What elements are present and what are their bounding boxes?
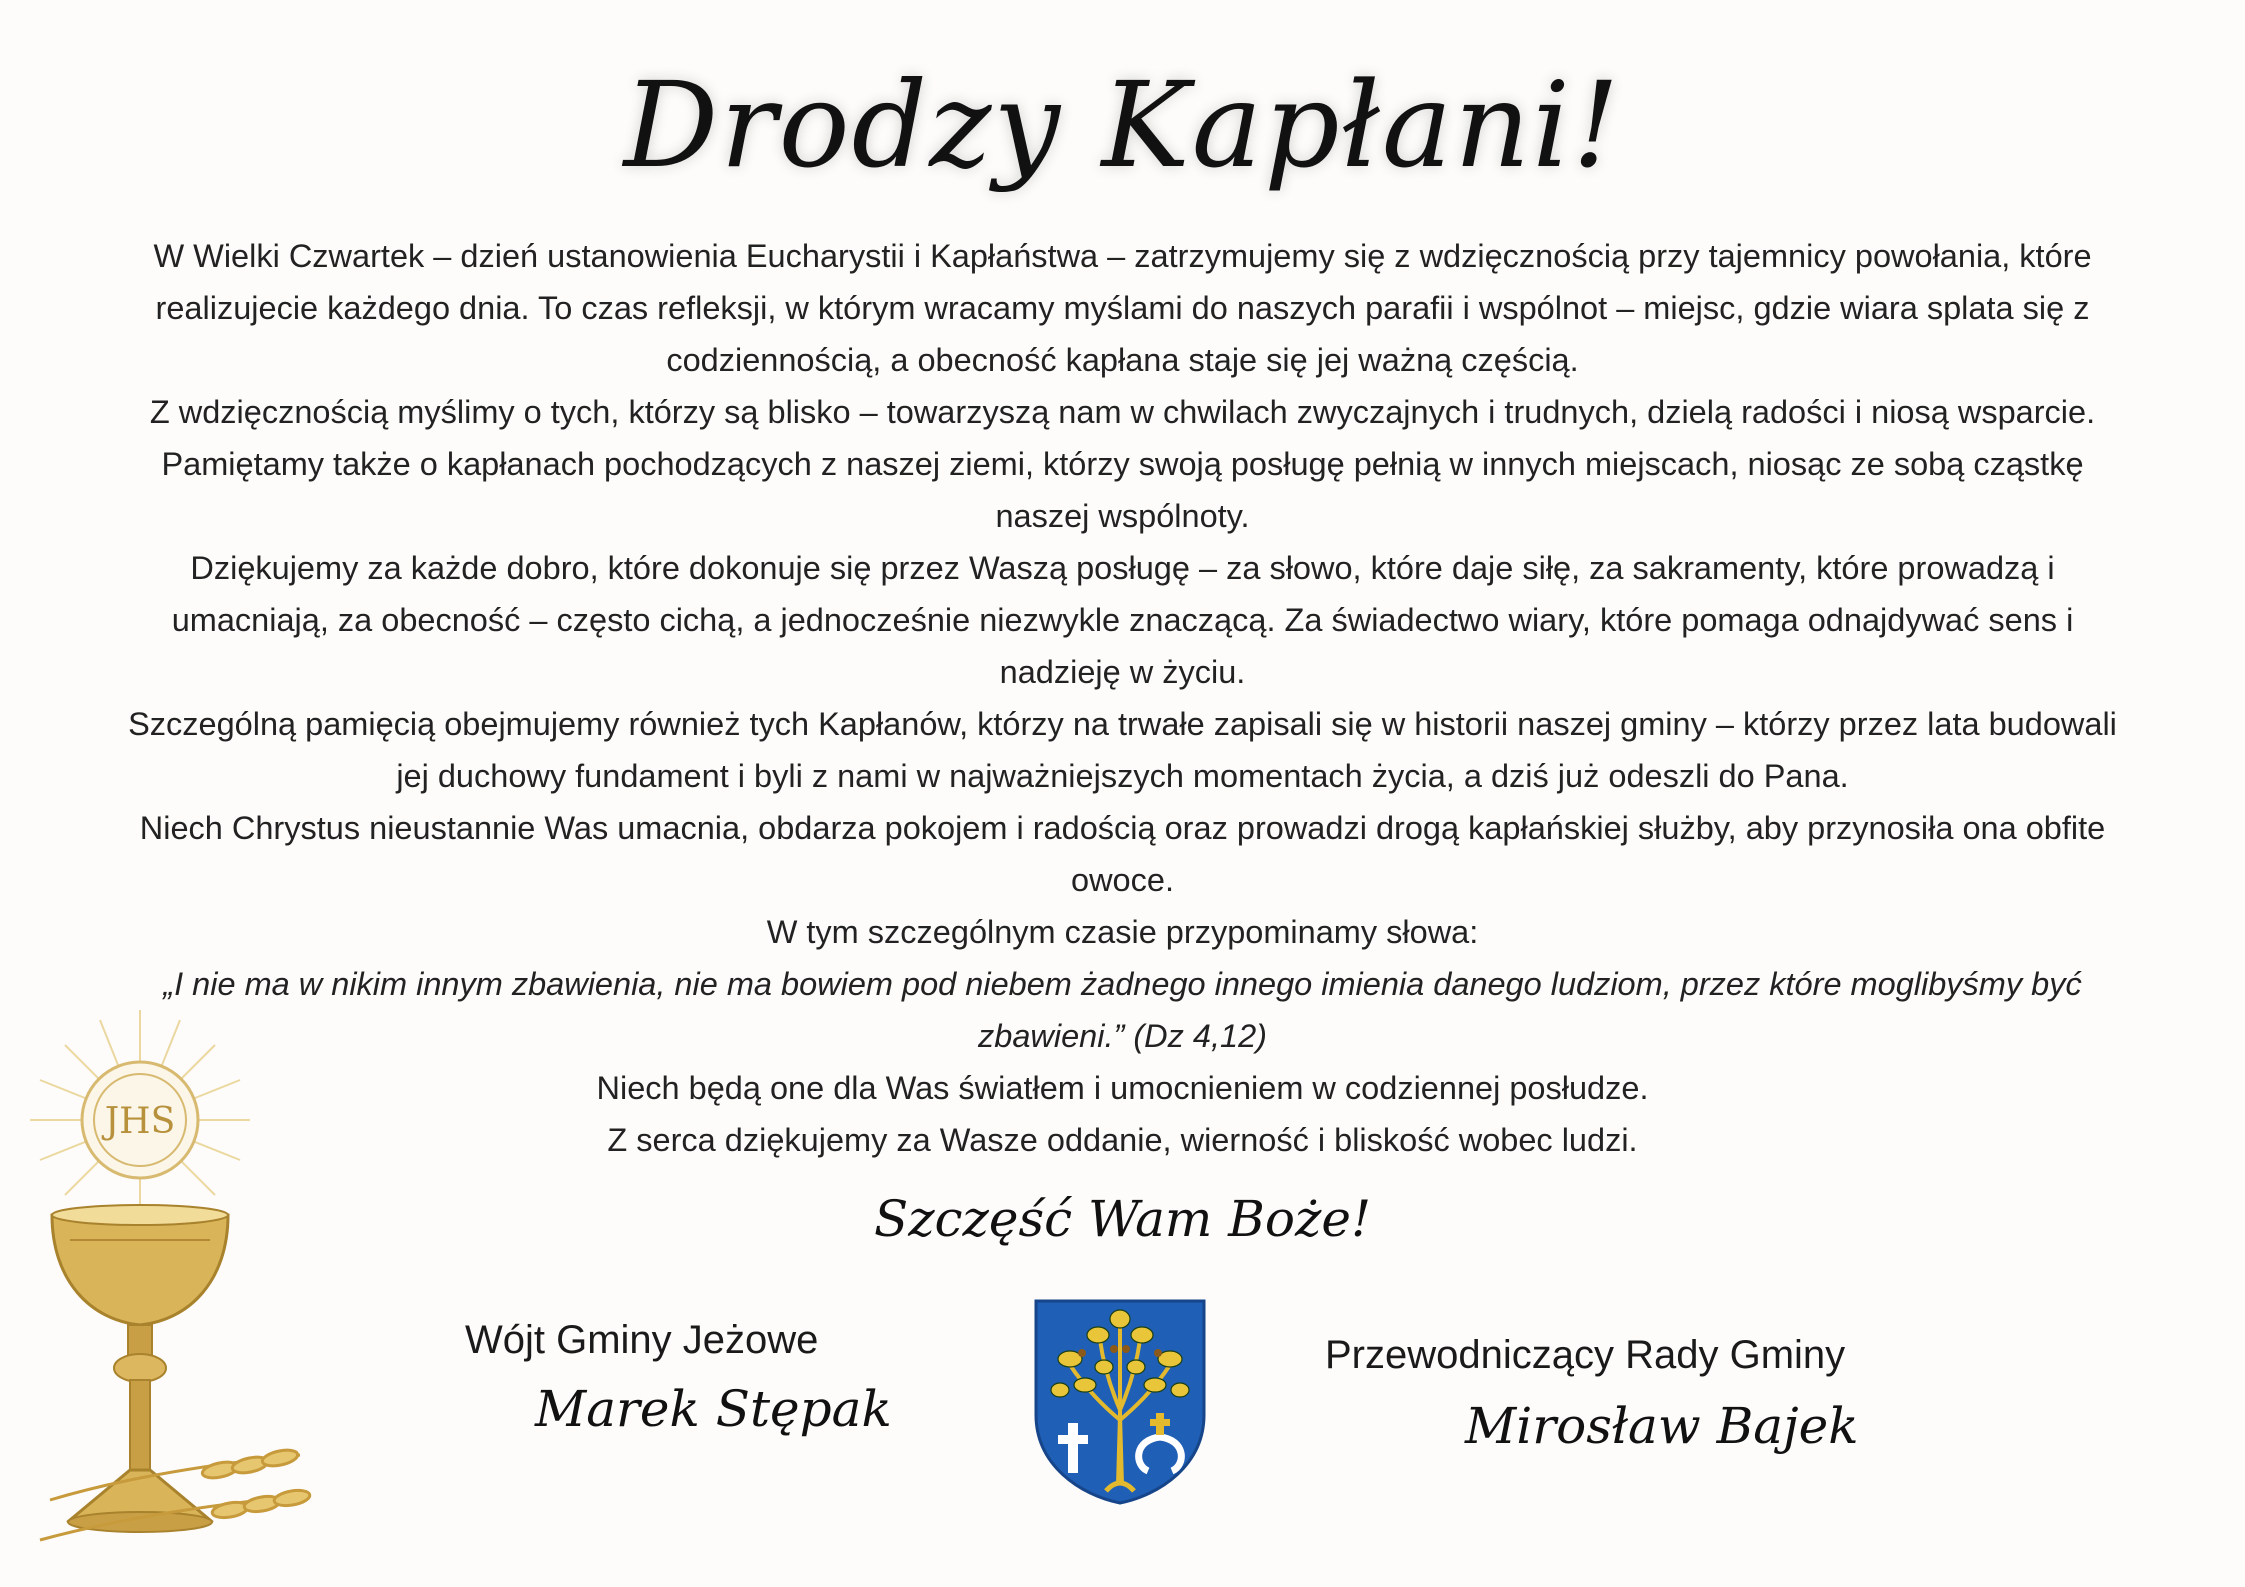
letter-body xyxy=(120,230,2125,1166)
scripture-quote: „I nie ma w nikim innym zbawienia, nie ma bowiem pod niebem żadnego innego imienia danego ludziom, przez które moglibyśmy być zbawieni.” (Dz 4,12) xyxy=(163,966,2082,1054)
paragraph: Z wdzięcznością myślimy o tych, którzy są blisko – towarzyszą nam w chwilach zwyczajnych i trudnych, dzielą radości i niosą wsparcie. Pamiętamy także o kapłanach pochodzących z naszej ziemi, którzy swoją posługę pełnią w innych miejscach, niosąc ze sobą cząstkę naszej wspólnoty. xyxy=(149,394,2096,534)
coat-of-arms-icon xyxy=(1030,1295,1210,1507)
paragraph: W Wielki Czwartek – dzień ustanowienia Eucharystii i Kapłaństwa – zatrzymujemy się z wdzięcznością przy tajemnicy powołania, które realizujecie każdego dnia. To czas refleksji, w którym wracamy myślami do naszych parafii i wspólnot – miejsc, gdzie wiara splata się z codziennością, a obecność kapłana staje się jej ważną częścią. xyxy=(153,238,2092,378)
paragraph: W tym szczególnym czasie przypominamy słowa: xyxy=(766,914,1479,950)
right-signatory-name: Mirosław Bajek xyxy=(1465,1397,1859,1455)
paragraph: Dziękujemy za każde dobro, które dokonuje się przez Waszą posługę – za słowo, które daje siłę, za sakramenty, które prowadzą i umacniają, za obecność – często cichą, a jednocześnie niezwykle znaczącą. Za świadectwo wiary, które pomaga odnajdywać sens i nadzieję w życiu. xyxy=(171,550,2074,690)
right-signatory-role: Przewodniczący Rady Gminy xyxy=(1325,1333,1846,1377)
chalice-host-icon xyxy=(10,1000,320,1580)
left-signatory-name: Marek Stępak xyxy=(535,1380,892,1438)
page-title: Drodzy Kapłani! xyxy=(623,56,1622,194)
paragraph: Szczególną pamięcią obejmujemy również tych Kapłanów, którzy na trwałe zapisali się w historii naszej gminy – którzy przez lata budowali jej duchowy fundament i byli z nami w najważniejszych momentach życia, a dziś już odeszli do Pana. xyxy=(128,706,2117,794)
paragraph: Niech Chrystus nieustannie Was umacnia, obdarza pokojem i radością oraz prowadzi drogą kapłańskiej służby, aby przynosiła ona obfite owoce. xyxy=(139,810,2106,898)
left-signatory-role: Wójt Gminy Jeżowe xyxy=(465,1318,819,1362)
greeting: Szczęść Wam Boże! xyxy=(873,1190,1372,1248)
closing-line: Z serca dziękujemy za Wasze oddanie, wierność i bliskość wobec ludzi. xyxy=(607,1122,1638,1158)
closing-line: Niech będą one dla Was światłem i umocnieniem w codziennej posłudze. xyxy=(596,1070,1649,1106)
chalice-inscription: JHS xyxy=(104,1101,176,1142)
